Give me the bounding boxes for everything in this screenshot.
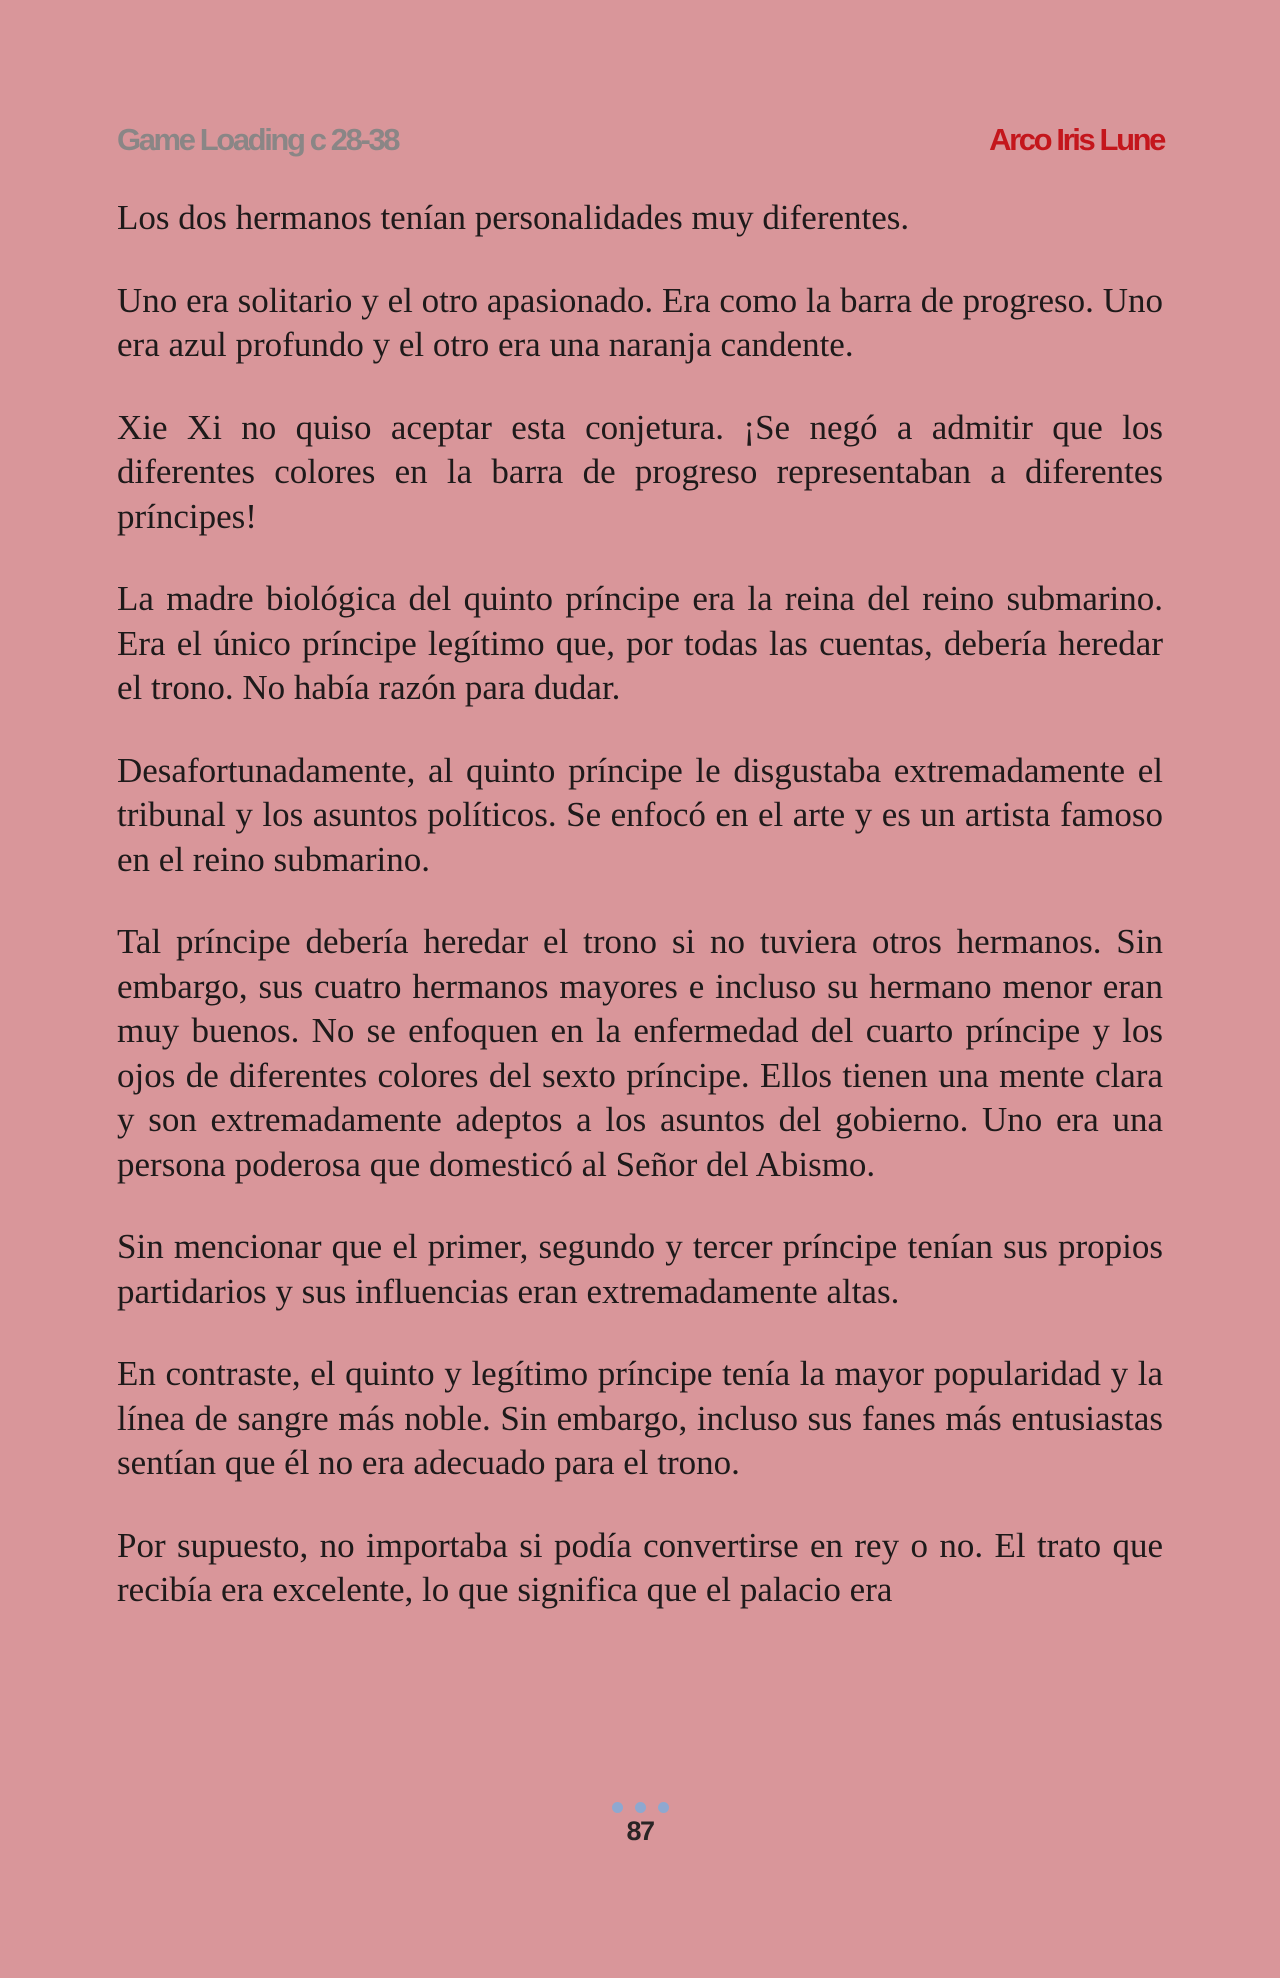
book-title: Game Loading c 28-38	[117, 122, 399, 157]
translator-credit: Arco Iris Lune	[989, 122, 1164, 157]
paragraph: Tal príncipe debería heredar el trono si no tuviera otros hermanos. Sin embargo, sus cuatro hermanos mayores e incluso su hermano menor eran muy buenos. No se enfoquen en la enfermedad del cuarto príncipe y los ojos de diferentes colores del sexto príncipe. Ellos tienen una mente clara y son extremadamente adeptos a los asuntos del gobierno. Uno era una persona poderosa que domesticó al Señor del Abismo.	[117, 922, 1163, 1184]
paragraph: Por supuesto, no importaba si podía convertirse en rey o no. El trato que recibía era excelente, lo que significa que el palacio era	[117, 1525, 1163, 1609]
paragraph: Uno era solitario y el otro apasionado. Era como la barra de progreso. Uno era azul profundo y el otro era una naranja candente.	[117, 280, 1163, 364]
dot-icon	[635, 1802, 646, 1813]
paragraph: Los dos hermanos tenían personalidades muy diferentes.	[117, 198, 910, 237]
paragraph: En contraste, el quinto y legítimo príncipe tenía la mayor popularidad y la línea de sangre más noble. Sin embargo, incluso sus fanes más entusiastas sentían que él no era adecuado para el trono.	[117, 1354, 1163, 1482]
paragraph: Sin mencionar que el primer, segundo y tercer príncipe tenían sus propios partidarios y sus influencias eran extremadamente altas.	[117, 1227, 1163, 1311]
ornament-dots-icon	[0, 1800, 1280, 1814]
page-footer	[0, 1800, 1280, 1847]
paragraph: La madre biológica del quinto príncipe era la reina del reino submarino. Era el único príncipe legítimo que, por todas las cuentas, debería heredar el trono. No había razón para dudar.	[117, 579, 1163, 707]
dot-icon	[612, 1802, 623, 1813]
dot-icon	[658, 1802, 669, 1813]
paragraph: Xie Xi no quiso aceptar esta conjetura. ¡Se negó a admitir que los diferentes colores en la barra de progreso representaban a diferentes príncipes!	[117, 407, 1163, 536]
page-number: 87	[626, 1816, 654, 1846]
page-header	[117, 118, 1164, 162]
paragraph: Desafortunadamente, al quinto príncipe le disgustaba extremadamente el tribunal y los asuntos políticos. Se enfocó en el arte y es un artista famoso en el reino submarino.	[117, 750, 1163, 879]
chapter-text	[117, 196, 1163, 1651]
